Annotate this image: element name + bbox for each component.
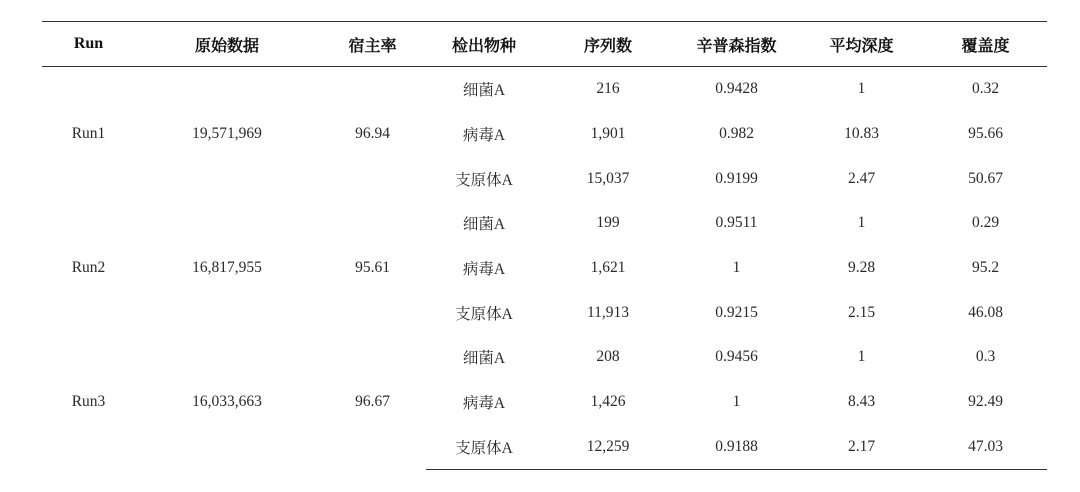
- simpson-cell: 0.9199: [715, 169, 758, 187]
- host-rate-value: 96.94: [355, 125, 390, 143]
- seq-count-cell: 208: [596, 348, 620, 366]
- results-table: [42, 21, 1047, 470]
- header-raw-data: 原始数据: [135, 22, 319, 67]
- header-coverage: 覆盖度: [924, 22, 1047, 67]
- species-cell: 支原体A: [455, 305, 513, 323]
- species-cell: 病毒A: [462, 261, 506, 279]
- seq-count-cell: 199: [596, 214, 620, 232]
- species-cell: 病毒A: [462, 395, 506, 413]
- table-row: [42, 201, 1047, 246]
- seq-count-cell: 11,913: [586, 303, 630, 321]
- table-row: [42, 335, 1047, 380]
- coverage-cell: 0.32: [971, 80, 1000, 98]
- header-avg-depth: 平均深度: [799, 22, 924, 67]
- coverage-cell: 95.2: [971, 259, 1000, 277]
- species-cell: 细菌A: [462, 216, 506, 234]
- simpson-cell: 0.9456: [715, 348, 758, 366]
- run-name: Run3: [71, 393, 106, 411]
- header-species: 检出物种: [426, 22, 542, 67]
- seq-count-cell: 216: [596, 80, 620, 98]
- avg-depth-cell: 9.28: [847, 259, 876, 277]
- seq-count-cell: 1,426: [590, 393, 626, 411]
- raw-data-value: 16,033,663: [192, 393, 262, 411]
- avg-depth-cell: 1: [857, 348, 866, 366]
- avg-depth-cell: 1: [857, 80, 866, 98]
- species-cell: 支原体A: [426, 425, 542, 470]
- species-cell: 细菌A: [462, 82, 506, 100]
- species-cell: 支原体A: [455, 171, 513, 189]
- table-header: [42, 22, 1047, 67]
- simpson-cell: 0.9511: [715, 214, 758, 232]
- seq-count-cell: 1,621: [590, 259, 626, 277]
- avg-depth-cell: 2.15: [847, 303, 876, 321]
- raw-data-value: 19,571,969: [192, 125, 262, 143]
- simpson-cell: 1: [732, 393, 741, 411]
- coverage-cell: 92.49: [968, 393, 1003, 411]
- species-cell: 病毒A: [462, 127, 506, 145]
- header-simpson-index: 辛普森指数: [674, 22, 799, 67]
- simpson-cell: 1: [732, 259, 741, 277]
- table-body: [42, 67, 1047, 470]
- coverage-cell: 46.08: [968, 303, 1003, 321]
- coverage-cell: 47.03: [924, 425, 1047, 470]
- header-host-rate: 宿主率: [319, 22, 426, 67]
- coverage-cell: 50.67: [968, 169, 1003, 187]
- avg-depth-cell: 1: [857, 214, 866, 232]
- run-name: Run1: [71, 125, 106, 143]
- simpson-cell: 0.9215: [715, 303, 758, 321]
- results-table-container: [42, 21, 1047, 470]
- coverage-cell: 0.3: [975, 348, 996, 366]
- avg-depth-cell: 8.43: [847, 393, 876, 411]
- simpson-cell: 0.9428: [715, 80, 758, 98]
- avg-depth-cell: 2.47: [847, 169, 876, 187]
- raw-data-value: 16,817,955: [192, 259, 262, 277]
- run-name: Run2: [71, 259, 106, 277]
- simpson-cell: 0.9188: [674, 425, 799, 470]
- host-rate-value: 96.67: [355, 393, 390, 411]
- header-run: Run: [42, 22, 135, 67]
- header-row: [42, 22, 1047, 67]
- species-cell: 细菌A: [462, 350, 506, 368]
- seq-count-cell: 1,901: [590, 125, 626, 143]
- simpson-cell: 0.982: [719, 125, 754, 143]
- seq-count-cell: 15,037: [586, 169, 630, 187]
- header-seq-count: 序列数: [542, 22, 674, 67]
- table-row: [42, 67, 1047, 112]
- avg-depth-cell: 2.17: [799, 425, 924, 470]
- avg-depth-cell: 10.83: [844, 125, 879, 143]
- seq-count-cell: 12,259: [542, 425, 674, 470]
- host-rate-value: 95.61: [355, 259, 390, 277]
- coverage-cell: 95.66: [968, 125, 1003, 143]
- coverage-cell: 0.29: [971, 214, 1000, 232]
